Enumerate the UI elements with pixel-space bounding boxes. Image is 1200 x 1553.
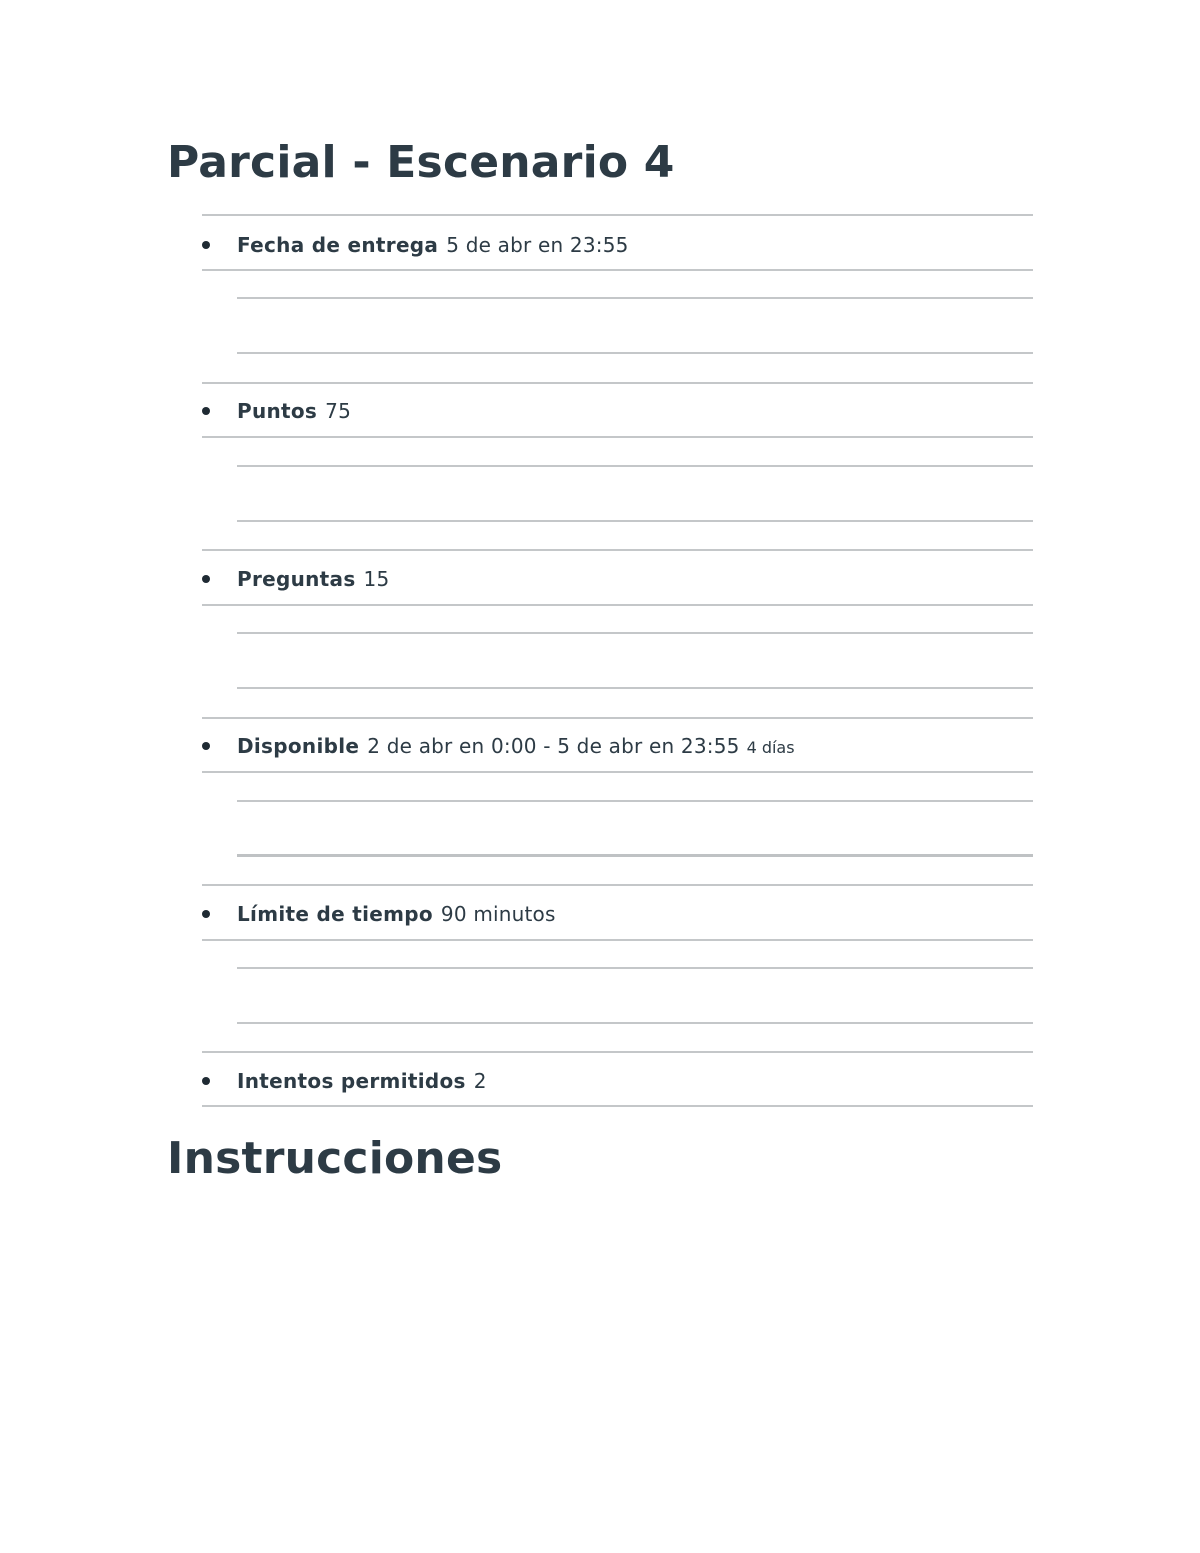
divider bbox=[202, 214, 1033, 216]
divider bbox=[202, 549, 1033, 551]
divider bbox=[237, 1022, 1033, 1024]
detail-item-available bbox=[202, 729, 1033, 763]
instructions-heading: Instrucciones bbox=[167, 1133, 503, 1184]
divider bbox=[237, 800, 1033, 802]
page-title: Parcial - Escenario 4 bbox=[167, 137, 675, 188]
divider bbox=[202, 269, 1033, 271]
divider bbox=[202, 939, 1033, 941]
bullet-icon bbox=[202, 241, 210, 249]
bullet-icon bbox=[202, 575, 210, 583]
detail-item-points bbox=[202, 394, 1033, 428]
bullet-icon bbox=[202, 742, 210, 750]
detail-label: Preguntas bbox=[237, 567, 356, 591]
detail-value: 2 de abr en 0:00 - 5 de abr en 23:55 bbox=[367, 734, 740, 758]
detail-value: 90 minutos bbox=[440, 902, 556, 926]
divider bbox=[237, 520, 1033, 522]
divider bbox=[202, 436, 1033, 438]
detail-item-time-limit bbox=[202, 897, 1033, 931]
detail-label: Límite de tiempo bbox=[237, 902, 433, 926]
divider bbox=[237, 687, 1033, 689]
detail-label: Intentos permitidos bbox=[237, 1069, 466, 1093]
detail-value: 15 bbox=[363, 567, 390, 591]
divider bbox=[237, 632, 1033, 634]
divider bbox=[237, 297, 1033, 299]
detail-label: Fecha de entrega bbox=[237, 233, 439, 257]
divider bbox=[202, 771, 1033, 773]
divider bbox=[202, 1105, 1033, 1107]
divider bbox=[202, 717, 1033, 719]
divider bbox=[202, 382, 1033, 384]
bullet-icon bbox=[202, 910, 210, 918]
detail-value: 75 bbox=[325, 399, 351, 423]
detail-value: 5 de abr en 23:55 bbox=[446, 233, 629, 257]
detail-label: Disponible bbox=[237, 734, 360, 758]
divider bbox=[237, 465, 1033, 467]
detail-label: Puntos bbox=[237, 399, 318, 423]
divider bbox=[237, 352, 1033, 354]
divider bbox=[202, 884, 1033, 886]
detail-value: 2 bbox=[473, 1069, 487, 1093]
divider bbox=[237, 967, 1033, 969]
divider bbox=[202, 604, 1033, 606]
detail-item-due-date bbox=[202, 228, 1033, 262]
detail-duration: 4 días bbox=[746, 737, 795, 757]
bullet-icon bbox=[202, 1077, 210, 1085]
bullet-icon bbox=[202, 407, 210, 415]
detail-item-questions bbox=[202, 562, 1033, 596]
divider bbox=[202, 1051, 1033, 1053]
detail-item-attempts bbox=[202, 1064, 1033, 1098]
divider bbox=[237, 854, 1033, 857]
